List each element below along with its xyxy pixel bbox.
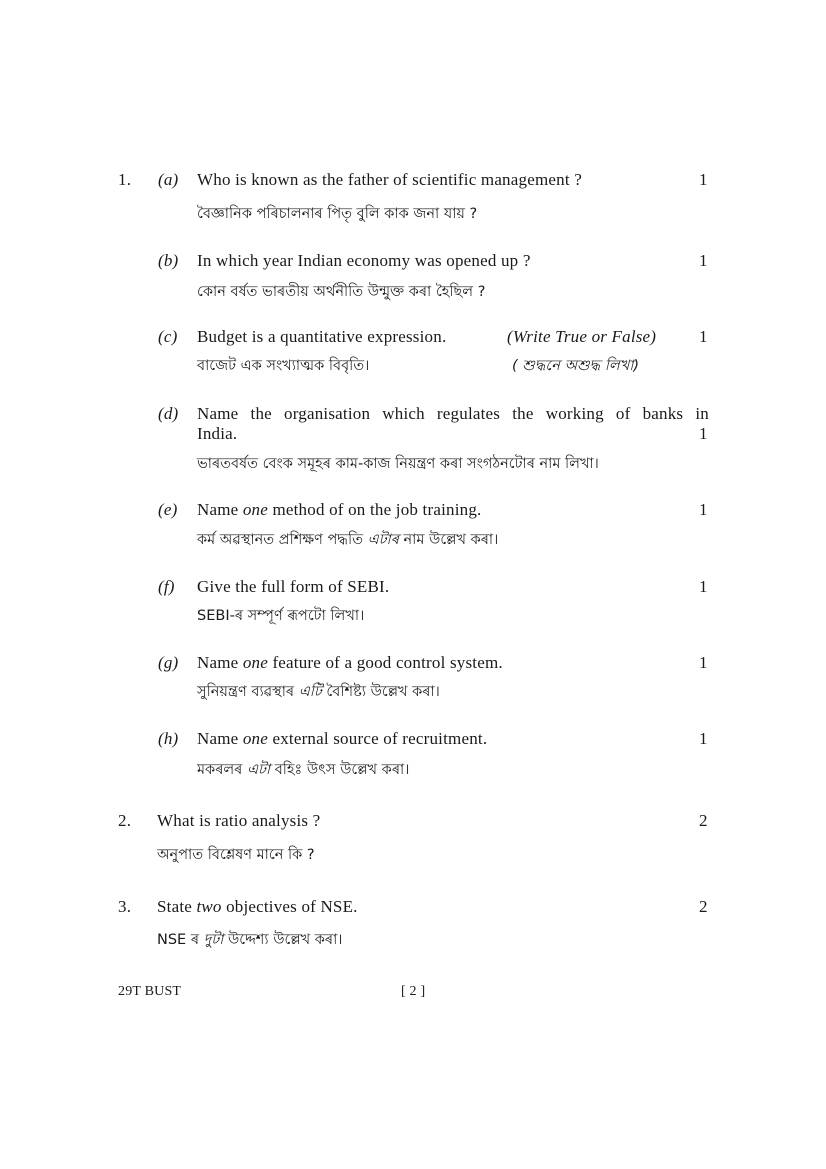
page-number: [ 2 ]	[401, 984, 426, 999]
question-text-bn: মকৰলৰ এটা বহিঃ উৎস উল্লেখ কৰা।	[197, 762, 410, 778]
question-text-en-cont: India.	[197, 424, 238, 443]
part-label: (c)	[158, 327, 178, 346]
question-text-en: State two objectives of NSE.	[157, 897, 358, 916]
question-text-bn: অনুপাত বিশ্লেষণ মানে কি ?	[157, 847, 315, 863]
question-text-bn: কৰ্ম অৱস্থানত প্ৰশিক্ষণ পদ্ধতি এটাৰ নাম উল্লেখ কৰা।	[197, 532, 499, 548]
question-text-bn: কোন বৰ্ষত ভাৰতীয় অৰ্থনীতি উন্মুক্ত কৰা হৈছিল ?	[197, 284, 486, 300]
marks: 2	[699, 897, 708, 916]
marks: 1	[699, 653, 708, 672]
part-label: (b)	[158, 251, 179, 270]
part-label: (h)	[158, 729, 179, 748]
marks: 1	[699, 251, 708, 270]
marks: 1	[699, 327, 708, 346]
part-label: (a)	[158, 170, 179, 189]
question-text-bn: ভাৰতবৰ্ষত বেংক সমূহৰ কাম-কাজ নিয়ন্ত্ৰণ কৰা সংগঠনটোৰ নাম লিখা।	[197, 456, 599, 472]
question-text-en: What is ratio analysis ?	[157, 811, 321, 830]
paper-code: 29T BUST	[118, 984, 182, 999]
question-text-en: Name the organisation which regulates the working of banks in	[197, 404, 709, 423]
part-label: (e)	[158, 500, 178, 519]
question-text-en: Who is known as the father of scientific management ?	[197, 170, 582, 189]
question-text-bn: সুনিয়ন্ত্ৰণ ব্যৱস্থাৰ এটি বৈশিষ্ট্য উল্লেখ কৰা।	[197, 684, 440, 700]
instruction-note-en: (Write True or False)	[507, 327, 657, 346]
marks: 1	[699, 424, 708, 443]
instruction-note-bn: ( শুদ্ধনে অশুদ্ধ লিখা)	[512, 358, 640, 374]
marks: 1	[699, 500, 708, 519]
part-label: (g)	[158, 653, 179, 672]
question-text-en: Name one method of on the job training.	[197, 500, 482, 519]
question-text-en: Give the full form of SEBI.	[197, 577, 390, 596]
marks: 1	[699, 170, 708, 189]
question-number: 1.	[118, 170, 132, 189]
question-text-en: Name one feature of a good control system.	[197, 653, 503, 672]
question-text-bn: SEBI-ৰ সম্পূৰ্ণ ৰূপটো লিখা।	[197, 608, 365, 624]
marks: 1	[699, 577, 708, 596]
question-text-en: In which year Indian economy was opened up ?	[197, 251, 531, 270]
question-text-bn: বৈজ্ঞানিক পৰিচালনাৰ পিতৃ বুলি কাক জনা যায় ?	[197, 206, 478, 222]
question-text-en: Name one external source of recruitment.	[197, 729, 488, 748]
question-text-bn: বাজেট এক সংখ্যাত্মক বিবৃতি।	[197, 358, 370, 374]
marks: 2	[699, 811, 708, 830]
question-text-bn: NSE ৰ দুটা উদ্দেশ্য উল্লেখ কৰা।	[157, 932, 343, 948]
part-label: (f)	[158, 577, 175, 596]
part-label: (d)	[158, 404, 179, 423]
question-number: 2.	[118, 811, 132, 830]
question-number: 3.	[118, 897, 132, 916]
question-text-en: Budget is a quantitative expression.	[197, 327, 447, 346]
marks: 1	[699, 729, 708, 748]
